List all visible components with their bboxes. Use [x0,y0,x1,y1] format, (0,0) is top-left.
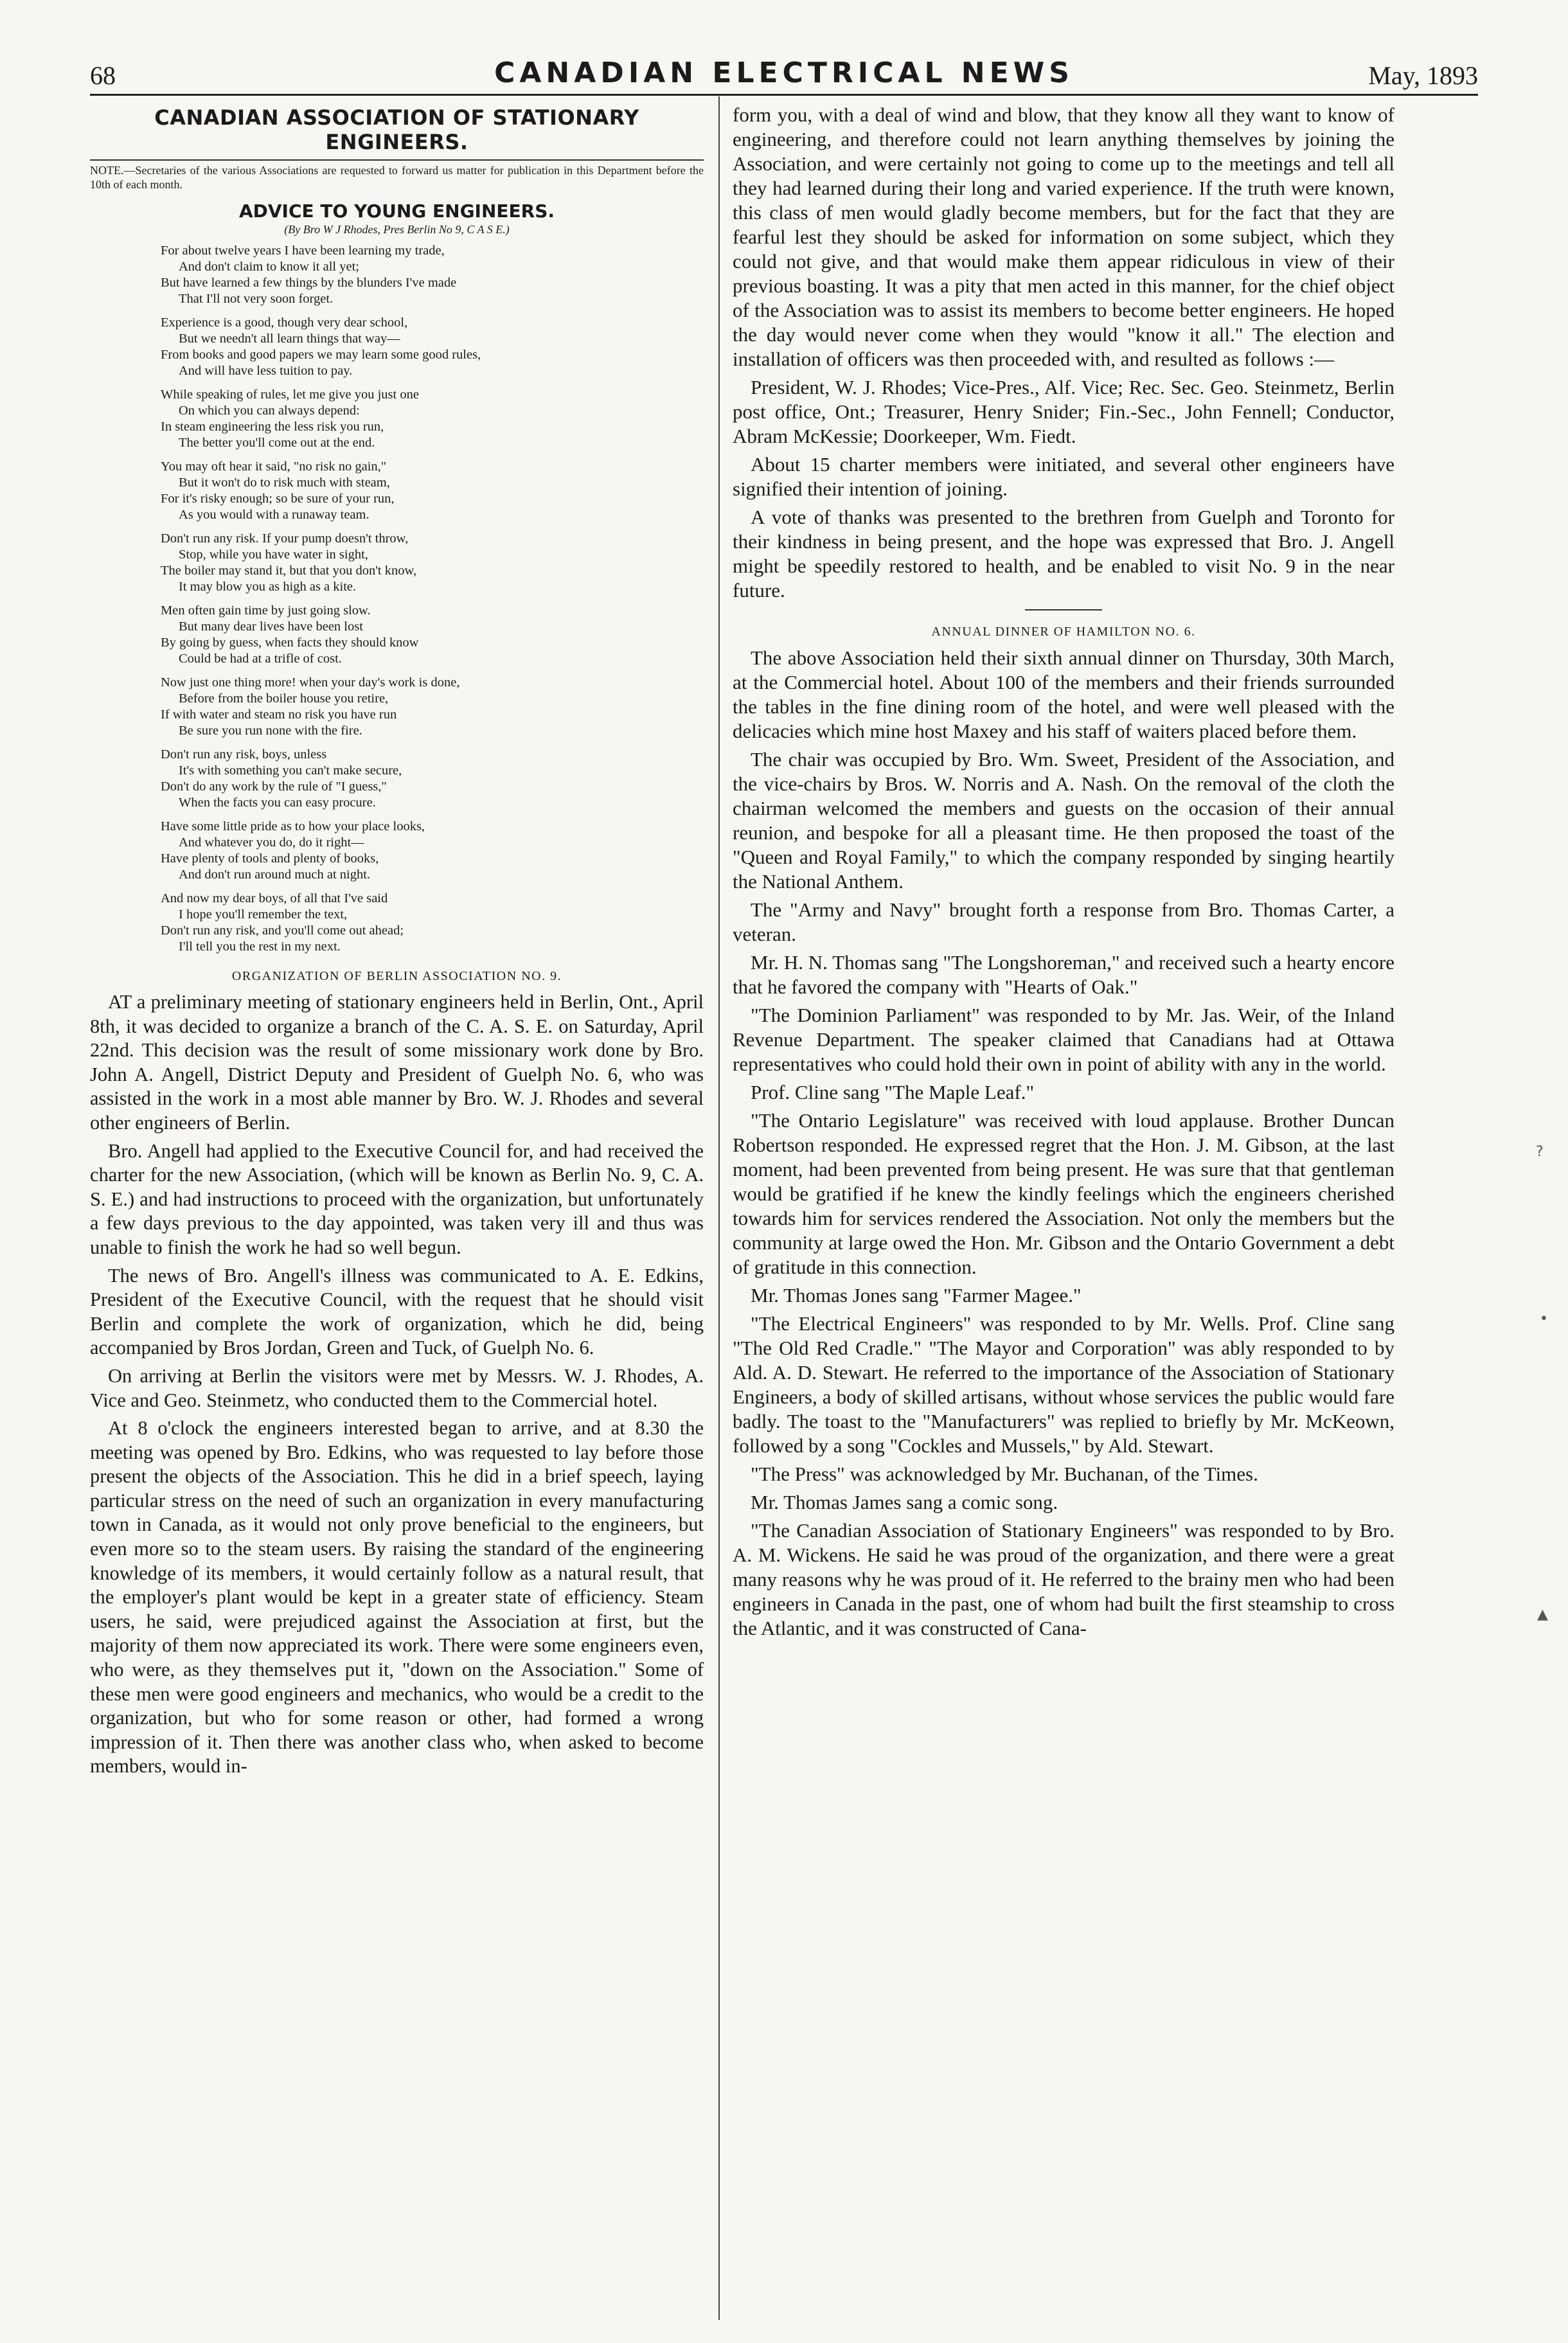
header-rule [90,94,1478,96]
poem-line: Don't run any risk. If your pump doesn't throw, [161,531,409,546]
poem-line: That I'll not very soon forget. [179,292,334,306]
poem-line: Be sure you run none with the fire. [179,724,362,738]
section-divider [1025,609,1102,610]
article-berlin [90,990,704,1779]
poem-line: And whatever you do, do it right— [179,835,364,850]
page-number: 68 [90,61,116,90]
poem-line: And don't run around much at night. [179,868,371,882]
page-header [90,57,1478,89]
subhead-hamilton: ANNUAL DINNER OF HAMILTON NO. 6. [931,625,1196,639]
poem-line: I'll tell you the rest in my next. [179,940,341,954]
poem-line: Don't do any work by the rule of "I guess," [161,780,387,794]
poem-line: Don't run any risk, boys, unless [161,747,327,762]
right-column [733,103,1394,2326]
paragraph: "The Electrical Engineers" was responded to by Mr. Wells. Prof. Cline sang "The Old Red Cradle." "The Mayor and Corporation" was ably responded to by Ald. A. D. Stewart. He referred to the importance of the Association of Stationary Engineers, a body of skilled artisans, without whose services the public would fare badly. The toast to the "Manufacturers" was replied to briefly by Mr. McKeown, followed by a song "Cockles and Mussels," by Ald. Stewart. [733,1312,1394,1457]
margin-mark: • [1540,1311,1548,1327]
poem-line: And now my dear boys, of all that I've said [161,891,388,905]
poem-line: Have plenty of tools and plenty of books, [161,851,379,866]
paragraph: The news of Bro. Angell's illness was communicated to A. E. Edkins, President of the Executive Council, with the request that he should visit Berlin and complete the work of organization, which he did, being accompanied by Bros Jordan, Green and Tuck, of Guelph No. 6. [90,1264,704,1359]
paragraph: At 8 o'clock the engineers interested began to arrive, and at 8.30 the meeting was opened by Bro. Edkins, who was requested to lay before those present the objects of the Association. This he did in a brief speech, laying particular stress on the need of such an organization in every manufacturing town in Canada, as it would not only prove beneficial to the engineers, but even more so to the steam users. By raising the standard of the engineering knowledge of its members, it would certainly follow as a natural result, that the employer's plant would be kept in a greater state of efficiency. Steam users, he said, were prejudiced against the Association at first, but the majority of them now appreciated its work. There were some engineers even, who were, as they themselves put it, "down on the Association." Some of these men were good engineers and mechanics, who would be a credit to the organization, but who for some reason or other, had formed a wrong impression of it. Then there was another class who, when asked to become members, would in- [90,1417,704,1777]
poem-stanza [90,891,704,955]
paragraph: "The Press" was acknowledged by Mr. Buchanan, of the Times. [751,1463,1258,1485]
paragraph: Mr. Thomas James sang a comic song. [751,1491,1058,1513]
poem-line: Stop, while you have water in sight, [179,548,368,562]
poem-line: If with water and steam no risk you have run [161,708,397,722]
poem-line: Have some little pride as to how your place looks, [161,819,425,833]
paragraph: Mr. Thomas Jones sang "Farmer Magee." [751,1284,1082,1306]
poem-stanza [90,603,704,667]
poem-line: For it's risky enough; so be sure of your run, [161,492,395,506]
paragraph: President, W. J. Rhodes; Vice-Pres., Alf. Vice; Rec. Sec. Geo. Steinmetz, Berlin post office, Ont.; Treasurer, Henry Snider; Fin.-Sec., John Fennell; Conductor, Abram McKessie; Doorkeeper, Wm. Fiedt. [733,376,1394,447]
paragraph: The above Association held their sixth annual dinner on Thursday, 30th March, at the Commercial hotel. About 100 of the members and their friends surrounded the tables in the fine dining room of the hotel, and were well pleased with the delicacies which mine host Maxey and his staff of waiters placed before them. [733,646,1394,742]
masthead: CANADIAN ELECTRICAL NEWS [494,57,1074,89]
paragraph: On arriving at Berlin the visitors were met by Messrs. W. J. Rhodes, A. Vice and Geo. Steinmetz, who conducted them to the Commercial hotel. [90,1364,704,1411]
poem-stanza [90,315,704,379]
poem-byline: (By Bro W J Rhodes, Pres Berlin No 9, C A S E.) [284,223,510,236]
poem-line: While speaking of rules, let me give you just one [161,388,419,402]
poem-stanza [90,243,704,307]
poem-line: And don't claim to know it all yet; [179,260,359,274]
poem-line: The better you'll come out at the end. [179,436,375,450]
poem-line: Men often gain time by just going slow. [161,603,371,618]
poem-line: For about twelve years I have been learning my trade, [161,244,445,258]
poem-line: And will have less tuition to pay. [179,364,353,378]
poem-line: It may blow you as high as a kite. [179,580,357,594]
paragraph: Bro. Angell had applied to the Executive Council for, and had received the charter for the new Association, (which will be known as Berlin No. 9, C. A. S. E.) and had instructions to proceed with the organization, but unfortunately a few days previous to the day appointed, was taken very ill and thus was unable to finish the work he had so well begun. [90,1139,704,1258]
poem-line: But it won't do to risk much with steam, [179,476,390,490]
poem-line: Before from the boiler house you retire, [179,691,389,706]
article-berlin-continued [733,103,1394,603]
paragraph: form you, with a deal of wind and blow, that they know all they want to know of engineering, and therefore could not learn anything themselves by joining the Association, and were certainly not going to come up to the meetings and tell all they had learned during their long and varied experience. If the truth were known, this class of men would gladly become members, but for the fact that they are fearful lest they should be asked for information on some subject, which they could not give, and that would make them appear ridiculous in view of their previous boasting. It was a pity that men acted in this manner, for the chief object of the Association was to assist its members to become better engineers. He hoped the day would never come when they would "know it all." The election and installation of officers was then proceeded with, and resulted as follows :— [733,103,1394,370]
column-divider [718,96,720,2320]
paragraph: The "Army and Navy" brought forth a response from Bro. Thomas Carter, a veteran. [733,898,1394,945]
paragraph: AT a preliminary meeting of stationary engineers held in Berlin, Ont., April 8th, it was decided to organize a branch of the C. A. S. E. on Saturday, April 22nd. This decision was the result of some missionary work done by Bro. John A. Angell, District Deputy and President of Guelph No. 6, who was assisted in the work in a most able manner by Bro. W. J. Rhodes and several other engineers of Berlin. [90,991,704,1134]
poem-line: By going by guess, when facts they should know [161,636,419,650]
poem-line: But we needn't all learn things that way— [179,332,400,346]
poem-line: It's with something you can't make secure, [179,763,402,778]
margin-mark: ▲ [1537,1607,1548,1623]
poem-line: You may oft hear it said, "no risk no gain," [161,459,387,474]
poem-line: In steam engineering the less risk you run, [161,420,384,434]
poem-line: When the facts you can easy procure. [179,796,376,810]
paragraph: About 15 charter members were initiated, and several other engineers have signified their intention of joining. [733,453,1394,500]
paragraph: Prof. Cline sang "The Maple Leaf." [751,1081,1035,1103]
left-column [90,103,704,2326]
paragraph: A vote of thanks was presented to the brethren from Guelph and Toronto for their kindness in being present, and the hope was expressed that Bro. J. Angell might be speedily restored to health, and be enabled to visit No. 9 in the near future. [733,506,1394,601]
editor-note: NOTE.—Secretaries of the various Associations are requested to forward us matter for publication in this Department before the 10th of each month. [90,159,704,192]
issue-date: May, 1893 [1368,61,1478,90]
poem [90,243,704,955]
poem-line: From books and good papers we may learn some good rules, [161,348,481,362]
poem-line: The boiler may stand it, but that you don't know, [161,564,417,578]
subhead-berlin: ORGANIZATION OF BERLIN ASSOCIATION NO. 9. [231,969,562,983]
poem-line: Don't run any risk, and you'll come out ahead; [161,923,404,938]
poem-stanza [90,675,704,739]
poem-line: As you would with a runaway team. [179,508,370,522]
paragraph: "The Dominion Parliament" was responded to by Mr. Jas. Weir, of the Inland Revenue Department. The speaker claimed that Canadians had at Ottawa representatives who could hold their own in point of ability with any in the world. [733,1004,1394,1075]
section-title: CANADIAN ASSOCIATION OF STATIONARY ENGINEERS. [154,105,639,154]
paragraph: Mr. H. N. Thomas sang "The Longshoreman," and received such a hearty encore that he favored the company with "Hearts of Oak." [733,951,1394,998]
poem-line: But many dear lives have been lost [179,619,363,634]
poem-line: Now just one thing more! when your day's work is done, [161,675,460,690]
poem-line: Experience is a good, though very dear school, [161,316,408,330]
poem-line: But have learned a few things by the blunders I've made [161,276,457,290]
paragraph: "The Ontario Legislature" was received with loud applause. Brother Duncan Robertson responded. He expressed regret that the Hon. J. M. Gibson, at the last moment, had been prevented from being present. He was sure that that gentleman would be gratified if he knew the kindly feelings which the engineers cherished towards him for services rendered the Association. Not only the members but the community at large owed the Hon. Mr. Gibson and the Ontario Government a debt of gratitude in this connection. [733,1109,1394,1278]
margin-mark: ? [1536,1144,1544,1160]
poem-stanza [90,387,704,451]
poem-line: I hope you'll remember the text, [179,907,348,922]
poem-stanza [90,747,704,811]
paragraph: The chair was occupied by Bro. Wm. Sweet, President of the Association, and the vice-chairs by Bros. W. Norris and A. Nash. On the removal of the cloth the chairman welcomed the members and guests on the occasion of their annual reunion, and bespoke for all a pleasant time. He then proposed the toast of the "Queen and Royal Family," to which the company responded by singing heartily the National Anthem. [733,748,1394,893]
paragraph: "The Canadian Association of Stationary Engineers" was responded to by Bro. A. M. Wickens. He said he was proud of the organization, and there were a great many reasons why he was proud of it. He referred to the brainy men who had been engineers in Canada in the past, one of whom had built the first steamship to cross the Atlantic, and it was constructed of Cana- [733,1519,1394,1639]
poem-stanza [90,531,704,595]
poem-line: On which you can always depend: [179,404,360,418]
poem-line: Could be had at a trifle of cost. [179,652,342,666]
poem-title: ADVICE TO YOUNG ENGINEERS. [238,200,555,222]
poem-stanza [90,819,704,883]
poem-stanza [90,459,704,523]
article-hamilton-dinner [733,646,1394,1641]
